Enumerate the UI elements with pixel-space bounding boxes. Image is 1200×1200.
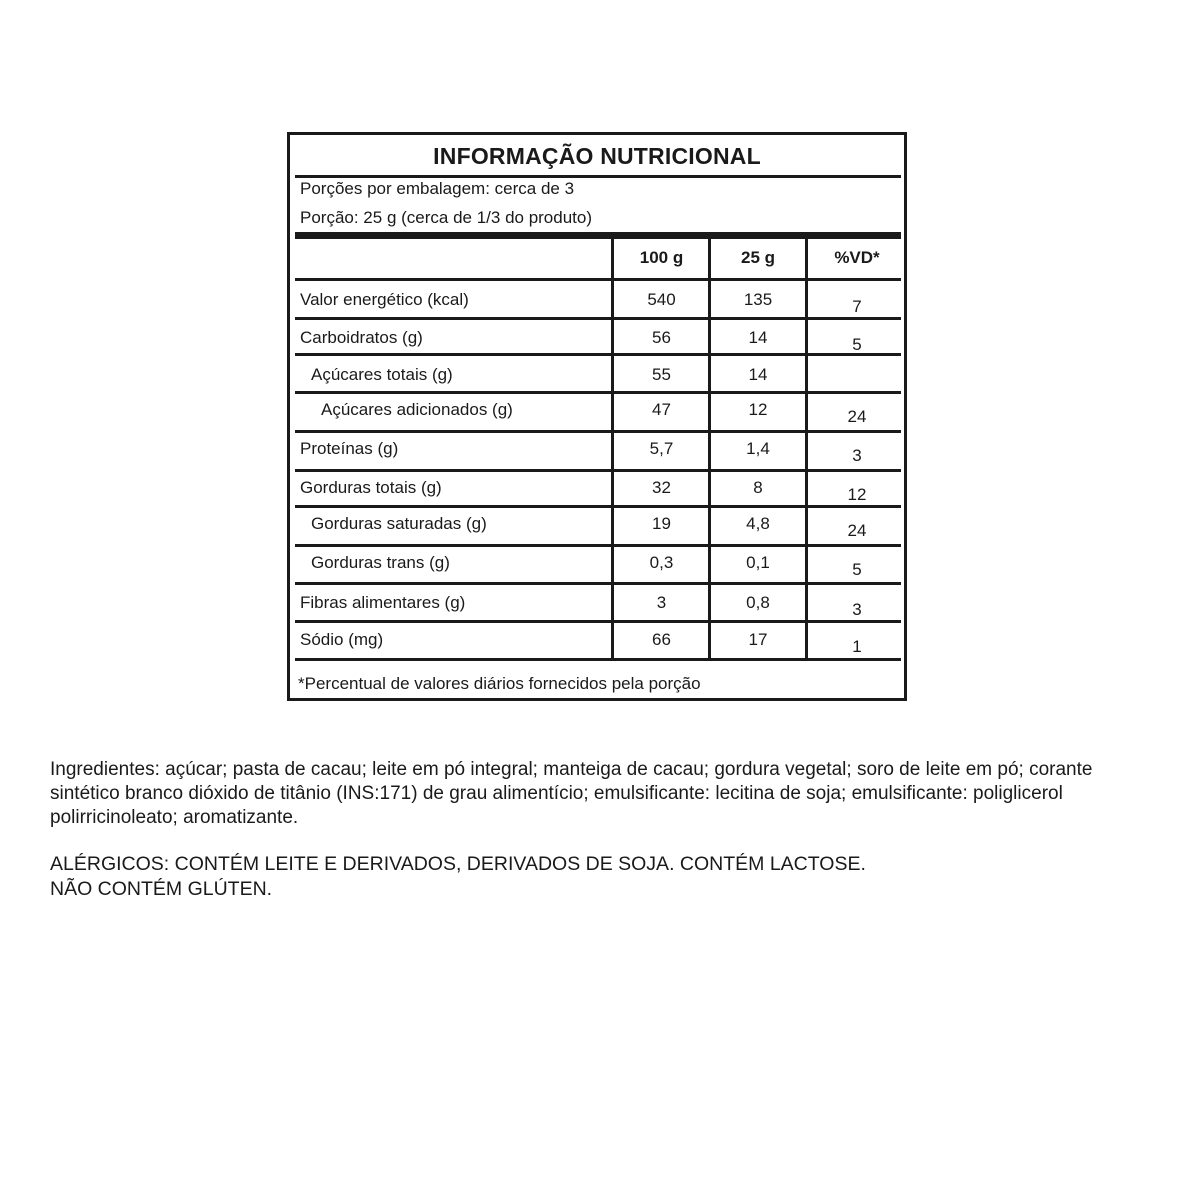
nutrient-label: Fibras alimentares (g) bbox=[300, 593, 466, 612]
value-daily: 5 bbox=[852, 335, 862, 354]
nutrient-label: Gorduras totais (g) bbox=[300, 478, 442, 497]
nutrition-title: INFORMAÇÃO NUTRICIONAL bbox=[433, 143, 761, 169]
value-per-serving: 135 bbox=[743, 290, 773, 309]
row-divider bbox=[295, 430, 901, 433]
allergen-statement bbox=[50, 852, 866, 902]
value-per-100g: 540 bbox=[647, 290, 676, 309]
ingredients-heading: Ingredientes bbox=[50, 759, 155, 780]
ingredients-paragraph bbox=[50, 758, 1160, 830]
row-divider bbox=[295, 469, 901, 472]
nutrient-label: Açúcares adicionados (g) bbox=[321, 400, 513, 419]
row-divider bbox=[295, 278, 901, 281]
gluten-line: NÃO CONTÉM GLÚTEN. bbox=[50, 878, 273, 900]
row-divider bbox=[295, 658, 901, 661]
value-per-serving: 12 bbox=[748, 400, 768, 419]
value-per-serving: 14 bbox=[748, 328, 768, 347]
row-divider bbox=[295, 317, 901, 320]
title-divider bbox=[295, 175, 901, 178]
nutrient-label: Carboidratos (g) bbox=[300, 328, 423, 347]
nutrition-facts-table bbox=[287, 132, 907, 701]
value-per-serving: 4,8 bbox=[746, 514, 770, 533]
nutrient-label: Gorduras saturadas (g) bbox=[311, 514, 487, 533]
header-per-serving: 25 g bbox=[740, 248, 776, 267]
value-daily: 7 bbox=[852, 297, 862, 316]
value-per-serving: 0,8 bbox=[746, 593, 770, 612]
value-per-100g: 0,3 bbox=[649, 553, 674, 572]
nutrient-label: Sódio (mg) bbox=[300, 630, 384, 649]
value-per-100g: 3 bbox=[656, 593, 667, 612]
value-per-100g: 5,7 bbox=[649, 439, 674, 458]
value-per-serving: 17 bbox=[748, 630, 768, 649]
servings-per-package: Porções por embalagem: cerca de 3 bbox=[300, 179, 575, 198]
header-per-100g: 100 g bbox=[639, 248, 684, 267]
row-divider bbox=[295, 582, 901, 585]
value-daily: 3 bbox=[852, 446, 862, 465]
value-daily: 24 bbox=[847, 521, 867, 540]
row-divider bbox=[295, 544, 901, 547]
value-per-100g: 47 bbox=[652, 400, 671, 419]
value-per-serving: 1,4 bbox=[746, 439, 770, 458]
value-per-100g: 19 bbox=[652, 514, 671, 533]
value-per-100g: 66 bbox=[652, 630, 671, 649]
serving-divider bbox=[295, 232, 901, 239]
nutrient-label: Açúcares totais (g) bbox=[311, 365, 453, 384]
value-per-100g: 32 bbox=[652, 478, 671, 497]
value-daily: 1 bbox=[852, 637, 862, 656]
value-daily: 24 bbox=[847, 407, 867, 426]
allergen-line: ALÉRGICOS: CONTÉM LEITE E DERIVADOS, DERIVADOS DE SOJA. CONTÉM LACTOSE. bbox=[50, 853, 866, 875]
nutrient-label: Valor energético (kcal) bbox=[300, 290, 469, 309]
column-divider bbox=[805, 239, 808, 658]
ingredients-text: : açúcar; pasta de cacau; leite em pó integral; manteiga de cacau; gordura vegetal; soro de leite em pó; corante sintético branco dióxido de titânio (INS:171) de grau alimentício; emulsificante: lecitina de soja; emulsificante: poliglicerol polirricinoleato; aromatizante. bbox=[50, 759, 1093, 828]
value-daily: 3 bbox=[852, 600, 862, 619]
value-per-serving: 8 bbox=[753, 478, 763, 497]
value-per-serving: 0,1 bbox=[746, 553, 770, 572]
value-daily: 5 bbox=[852, 560, 862, 579]
row-divider bbox=[295, 391, 901, 394]
nutrient-label: Proteínas (g) bbox=[300, 439, 399, 458]
value-per-100g: 55 bbox=[652, 365, 671, 384]
daily-value-footnote: *Percentual de valores diários fornecidos pela porção bbox=[298, 674, 701, 693]
row-divider bbox=[295, 505, 901, 508]
value-daily: 12 bbox=[847, 485, 867, 504]
nutrient-label: Gorduras trans (g) bbox=[311, 553, 450, 572]
value-per-serving: 14 bbox=[748, 365, 768, 384]
header-daily-value: %VD* bbox=[834, 248, 880, 267]
value-per-100g: 56 bbox=[652, 328, 671, 347]
serving-size: Porção: 25 g (cerca de 1/3 do produto) bbox=[300, 208, 593, 227]
row-divider bbox=[295, 620, 901, 623]
